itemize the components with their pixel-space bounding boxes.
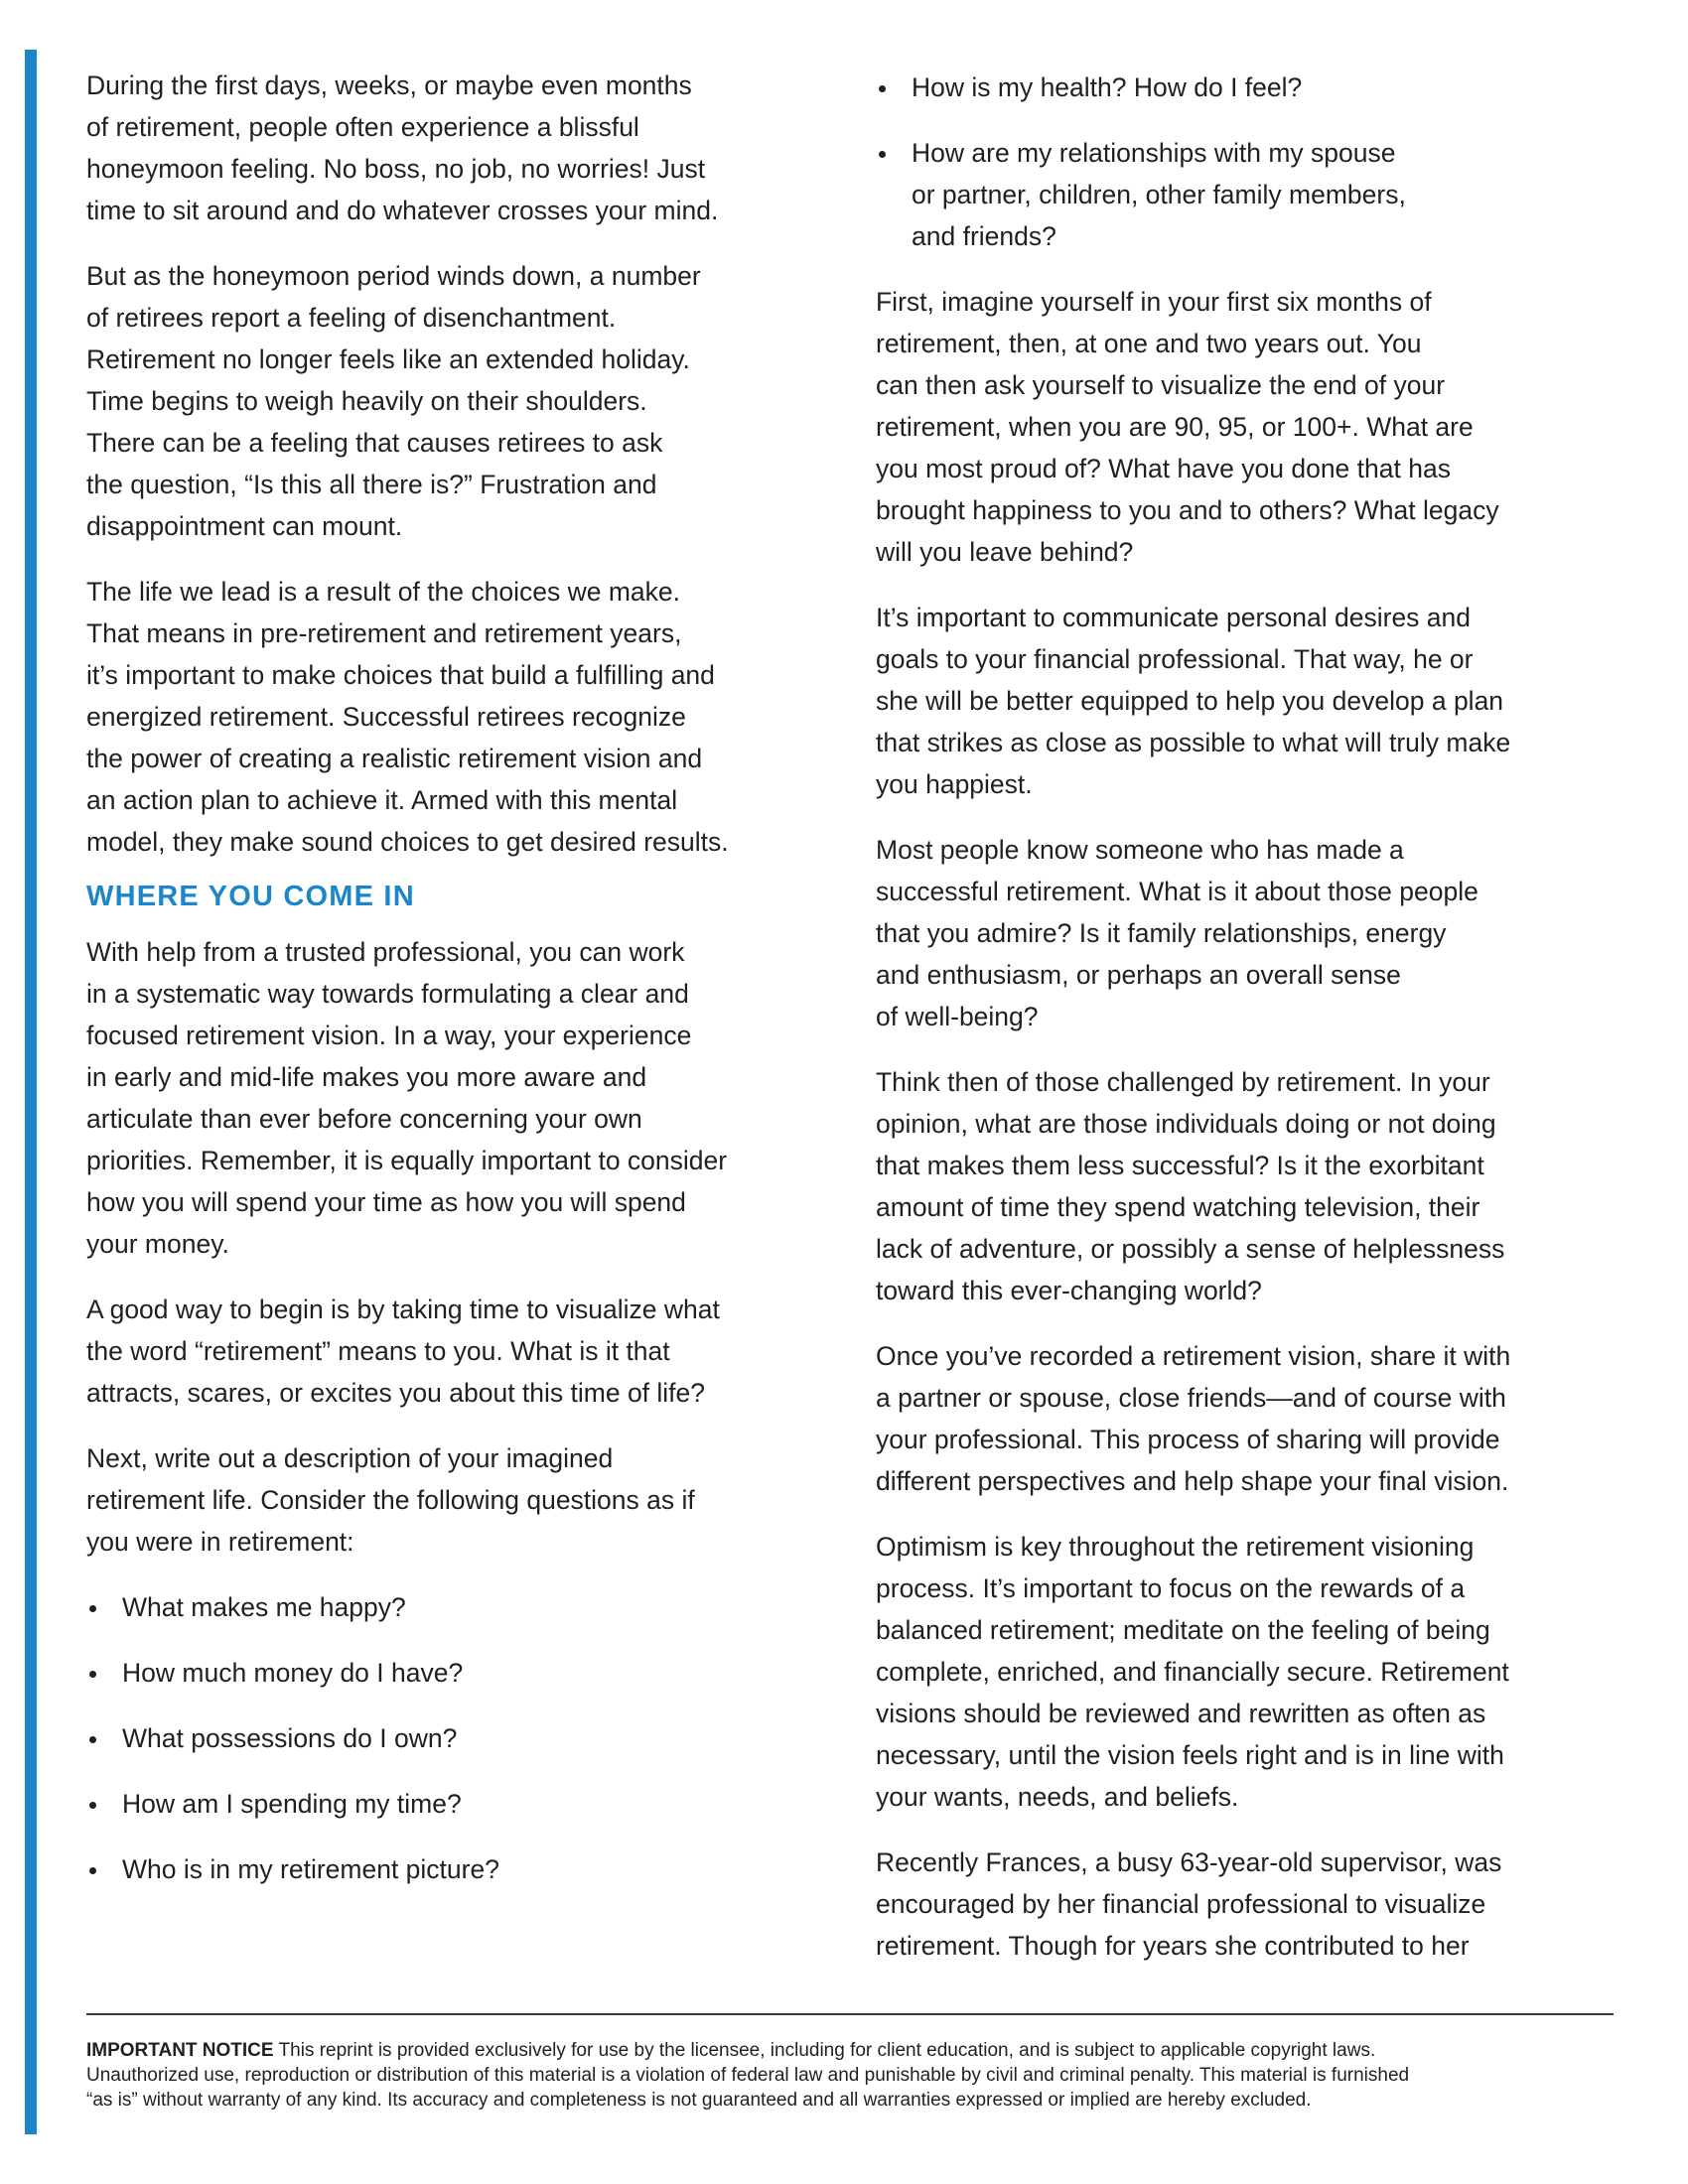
paragraph	[86, 931, 841, 1265]
text-line: in a systematic way towards formulating a clear and	[86, 979, 689, 1009]
text-line: It’s important to communicate personal desires and	[876, 603, 1472, 632]
text-line: the power of creating a realistic retirement vision and	[86, 744, 703, 773]
bullet-icon	[88, 1717, 108, 1759]
question-list-continued	[876, 67, 1630, 257]
text-line: retirement, when you are 90, 95, or 100+. What are	[876, 412, 1474, 442]
text-line: of well-being?	[876, 1002, 1039, 1031]
paragraph	[876, 829, 1630, 1037]
text-line: energized retirement. Successful retirees recognize	[86, 702, 686, 732]
text-line: retirement life. Consider the following questions as if	[86, 1485, 695, 1515]
text-line: how you will spend your time as how you will spend	[86, 1187, 686, 1217]
text-line: Once you’ve recorded a retirement vision, share it with	[876, 1341, 1511, 1371]
list-item	[86, 1652, 841, 1694]
text-line: that makes them less successful? Is it the exorbitant	[876, 1151, 1484, 1180]
list-item-text: and friends?	[912, 221, 1056, 251]
text-line: process. It’s important to focus on the rewards of a	[876, 1573, 1466, 1603]
text-line: articulate than ever before concerning your own	[86, 1104, 642, 1134]
notice-line: Unauthorized use, reproduction or distribution of this material is a violation of federal law and punishable by civil and criminal penalty. This material is furnished	[86, 2065, 1410, 2086]
text-line: amount of time they spend watching television, their	[876, 1192, 1480, 1222]
text-line: can then ask yourself to visualize the end of your	[876, 370, 1446, 400]
list-item-text: How are my relationships with my spouse	[912, 138, 1396, 168]
text-line: disappointment can mount.	[86, 511, 403, 541]
bullet-icon	[878, 67, 898, 108]
text-line: Most people know someone who has made a	[876, 835, 1404, 865]
text-line: that you admire? Is it family relationships, energy	[876, 918, 1447, 948]
text-line: retirement. Though for years she contributed to her	[876, 1931, 1470, 1961]
text-line: lack of adventure, or possibly a sense of helplessness	[876, 1234, 1505, 1264]
text-line: the question, “Is this all there is?” Frustration and	[86, 470, 657, 499]
text-line: the word “retirement” means to you. What is it that	[86, 1336, 670, 1366]
right-column	[876, 67, 1630, 1990]
notice-line	[86, 2038, 1635, 2063]
text-line: A good way to begin is by taking time to visualize what	[86, 1295, 720, 1324]
text-line: encouraged by her financial professional to visualize	[876, 1889, 1486, 1919]
text-line: complete, enriched, and financially secure. Retirement	[876, 1657, 1509, 1687]
paragraph	[876, 281, 1630, 573]
text-line: attracts, scares, or excites you about this time of life?	[86, 1378, 706, 1408]
paragraph	[86, 255, 841, 547]
important-notice	[86, 2038, 1635, 2113]
list-item	[876, 132, 1630, 257]
notice-line: “as is” without warranty of any kind. Its accuracy and completeness is not guaranteed and all warranties expressed or implied are hereby excluded.	[86, 2090, 1312, 2111]
list-item-text: How is my health? How do I feel?	[912, 72, 1303, 102]
text-line: different perspectives and help shape your final vision.	[876, 1466, 1509, 1496]
text-line: visions should be reviewed and rewritten as often as	[876, 1699, 1486, 1728]
text-line: brought happiness to you and to others? What legacy	[876, 495, 1499, 525]
list-item	[86, 1848, 841, 1890]
text-line: But as the honeymoon period winds down, a number	[86, 261, 701, 291]
left-column	[86, 65, 841, 1914]
paragraph	[86, 1289, 841, 1414]
text-line: and enthusiasm, or perhaps an overall sense	[876, 960, 1401, 990]
notice-label: IMPORTANT NOTICE	[86, 2040, 274, 2061]
text-line: goals to your financial professional. That way, he or	[876, 644, 1474, 674]
accent-bar	[25, 50, 37, 2134]
paragraph	[876, 1842, 1630, 1967]
text-line: focused retirement vision. In a way, your experience	[86, 1021, 692, 1050]
list-item-text: Who is in my retirement picture?	[122, 1854, 499, 1884]
text-line: your wants, needs, and beliefs.	[876, 1782, 1239, 1812]
paragraph	[86, 65, 841, 231]
text-line: your professional. This process of sharing will provide	[876, 1425, 1500, 1454]
text-line: you most proud of? What have you done that has	[876, 454, 1451, 483]
text-line: toward this ever-changing world?	[876, 1276, 1262, 1305]
list-item-text: What possessions do I own?	[122, 1723, 458, 1753]
list-item	[876, 67, 1630, 108]
text-line: balanced retirement; meditate on the feeling of being	[876, 1615, 1490, 1645]
text-line: With help from a trusted professional, you can work	[86, 937, 685, 967]
text-line: an action plan to achieve it. Armed with this mental	[86, 785, 678, 815]
paragraph	[876, 597, 1630, 805]
list-item-text: What makes me happy?	[122, 1592, 406, 1622]
text-line: you happiest.	[876, 769, 1033, 799]
paragraph	[876, 1526, 1630, 1818]
text-line: time to sit around and do whatever crosses your mind.	[86, 196, 719, 225]
list-item	[86, 1717, 841, 1759]
text-line: model, they make sound choices to get desired results.	[86, 827, 729, 857]
text-line: will you leave behind?	[876, 537, 1134, 567]
paragraph	[86, 571, 841, 863]
bullet-icon	[88, 1848, 108, 1890]
text-line: successful retirement. What is it about those people	[876, 877, 1478, 906]
text-line: That means in pre-retirement and retirement years,	[86, 618, 682, 648]
paragraph	[86, 1437, 841, 1563]
text-line: Time begins to weigh heavily on their shoulders.	[86, 386, 647, 416]
paragraph	[876, 1335, 1630, 1502]
text-line: Retirement no longer feels like an extended holiday.	[86, 344, 690, 374]
footer-divider	[86, 2013, 1614, 2015]
list-item	[86, 1783, 841, 1825]
bullet-icon	[878, 132, 898, 174]
text-line: you were in retirement:	[86, 1527, 354, 1557]
list-item-text: How much money do I have?	[122, 1658, 464, 1688]
bullet-icon	[88, 1783, 108, 1825]
text-line: opinion, what are those individuals doing or not doing	[876, 1109, 1496, 1139]
text-line: Think then of those challenged by retirement. In your	[876, 1067, 1490, 1097]
bullet-icon	[88, 1652, 108, 1694]
text-line: retirement, then, at one and two years out. You	[876, 329, 1422, 358]
text-line: The life we lead is a result of the choices we make.	[86, 577, 681, 607]
text-line: During the first days, weeks, or maybe even months	[86, 70, 692, 100]
text-line: in early and mid-life makes you more aware and	[86, 1062, 647, 1092]
text-line: priorities. Remember, it is equally important to consider	[86, 1146, 728, 1175]
list-item	[86, 1586, 841, 1628]
text-line: There can be a feeling that causes retirees to ask	[86, 428, 663, 458]
text-line: Recently Frances, a busy 63-year-old supervisor, was	[876, 1847, 1502, 1877]
text-line: that strikes as close as possible to what will truly make	[876, 728, 1511, 757]
text-line: your money.	[86, 1229, 229, 1259]
list-item-text: or partner, children, other family members,	[912, 180, 1406, 209]
section-heading: WHERE YOU COME IN	[86, 881, 415, 912]
question-list	[86, 1586, 841, 1890]
text-line: First, imagine yourself in your first six months of	[876, 287, 1432, 317]
text-line: honeymoon feeling. No boss, no job, no worries! Just	[86, 154, 706, 184]
paragraph	[876, 1061, 1630, 1311]
notice-text: This reprint is provided exclusively for use by the licensee, including for client education, and is subject to applicable copyright laws.	[273, 2040, 1376, 2061]
text-line: Optimism is key throughout the retirement visioning	[876, 1532, 1475, 1562]
text-line: necessary, until the vision feels right and is in line with	[876, 1740, 1504, 1770]
list-item-text: How am I spending my time?	[122, 1789, 462, 1819]
text-line: Next, write out a description of your imagined	[86, 1443, 614, 1473]
text-line: of retirees report a feeling of disenchantment.	[86, 303, 617, 333]
text-line: it’s important to make choices that build a fulfilling and	[86, 660, 715, 690]
text-line: she will be better equipped to help you develop a plan	[876, 686, 1504, 716]
bullet-icon	[88, 1586, 108, 1628]
text-line: a partner or spouse, close friends—and of course with	[876, 1383, 1506, 1413]
text-line: of retirement, people often experience a blissful	[86, 112, 639, 142]
